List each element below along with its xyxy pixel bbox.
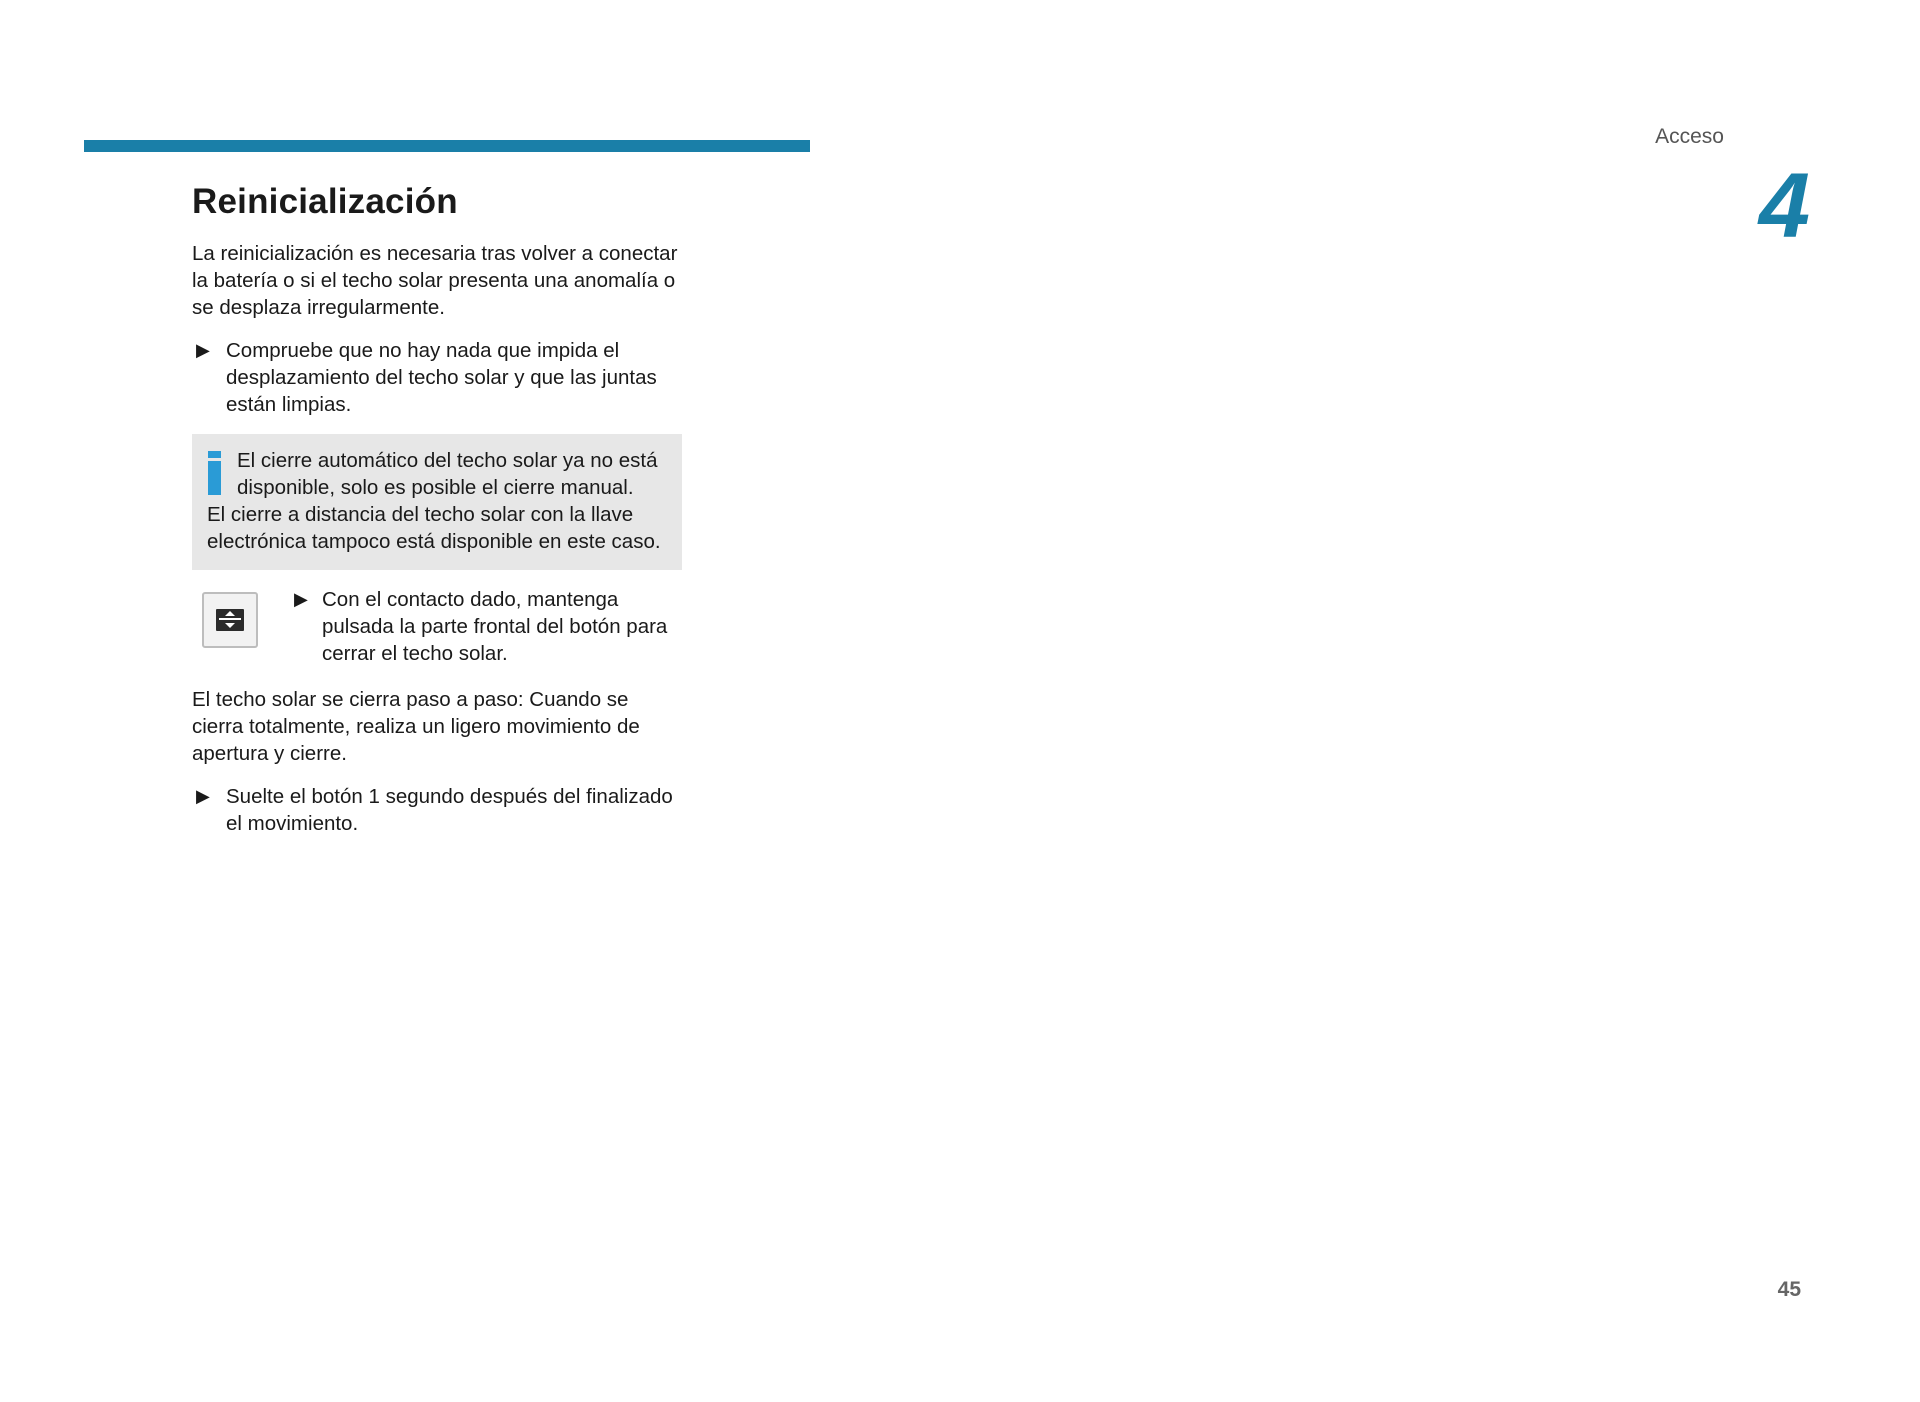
- step-check-obstructions: [192, 337, 682, 418]
- arrow-right-icon: ▶: [196, 786, 210, 806]
- arrow-right-icon: ▶: [294, 589, 308, 609]
- info-note: [192, 434, 682, 570]
- info-text-1: El cierre automático del techo solar ya no está disponible, solo es posible el cierre manual.: [237, 449, 658, 499]
- section-name: Acceso: [1655, 125, 1724, 148]
- info-icon: [207, 451, 223, 495]
- intro-paragraph: La reinicialización es necesaria tras volver a conectar la batería o si el techo solar presenta una anomalía o se desplaza irregularmente.: [192, 242, 678, 319]
- chapter-number: 4: [1758, 155, 1810, 257]
- closing-description: El techo solar se cierra paso a paso: Cuando se cierra totalmente, realiza un ligero movimiento de apertura y cierre.: [192, 688, 640, 765]
- step-close-instruction: [290, 586, 682, 667]
- step-text: Con el contacto dado, mantenga pulsada la parte frontal del botón para cerrar el techo solar.: [322, 588, 668, 665]
- header-rule: [84, 140, 810, 152]
- step-press-button: [192, 586, 682, 670]
- step-text: Suelte el botón 1 segundo después del finalizado el movimiento.: [226, 785, 673, 835]
- page-number: 45: [1777, 1278, 1801, 1301]
- info-text-2: El cierre a distancia del techo solar con la llave electrónica tampoco está disponible en este caso.: [207, 503, 661, 553]
- sunroof-button-icon: [202, 592, 258, 648]
- step-release-button: [192, 783, 682, 837]
- page-content: [192, 182, 682, 853]
- arrow-right-icon: ▶: [196, 340, 210, 360]
- page-title: Reinicialización: [192, 182, 458, 221]
- step-text: Compruebe que no hay nada que impida el desplazamiento del techo solar y que las juntas están limpias.: [226, 339, 657, 416]
